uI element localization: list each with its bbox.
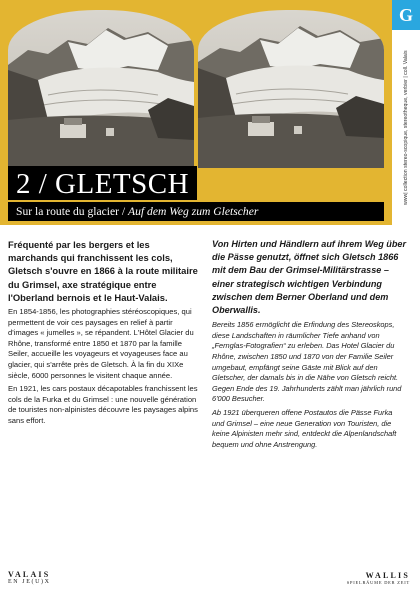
stereo-photo-right [198,10,384,168]
body-paragraph-fr-1: En 1854-1856, les photographies stéréoscopiques, qui permettent de voir ces paysages en relief à partir d'images « jumelles », se répandent. L'Hôtel Glacier du Rhône, transformé entre 1850 et 1870 par la famille Seiler, accueille les voyageurs et voyageuses face au glacier, qui s'arrête près de Gletsch. À la fin du XIXe siècle, 6000 personnes le visitent chaque année. [8,307,194,380]
stereoscopic-photo-band [0,0,392,225]
logo-wallis-line2: SPIELRÄUME DER ZEIT [346,580,410,585]
logo-valais-en-jeux [8,570,51,585]
column-french [8,238,200,430]
photo-credit-caption: www| collection stereo-scopique, stereotheque, verbier | coll. Valais [403,50,409,206]
logo-wallis-line1: WALLIS [365,571,410,580]
lead-paragraph-fr: Fréquenté par les bergers et les marchands qui franchissent les cols, Gletsch s'ouvre en 1866 à la route militaire du Grimsel, axe stratégique entre l'Oberland bernois et le Haut-Valais. [8,239,198,303]
subtitle [16,202,376,221]
logo-wallis-spielraeume [347,571,410,585]
body-paragraph-fr-2: En 1921, les cars postaux décapotables franchissent les cols de la Furka et du Grimsel : une nouvelle génération de touristes non-alpinistes découvre les paysages alpins sans effort. [8,384,198,425]
side-strip [392,0,420,225]
logo-valais-line2: EN JE(U)X [8,579,51,585]
stereo-photo-left [8,10,194,168]
subtitle-box [8,202,384,221]
body-paragraph-de-2: Ab 1921 überqueren offene Postautos die Pässe Furka und Grimsel – eine neue Generation von Touristen, die keine Alpinisten mehr sind, entdeckt die Alpenlandschaft bequem und ohne Anstrengung. [212,407,397,449]
body-paragraph-de-1: Bereits 1856 ermöglicht die Erfindung des Stereoskops, diese Landschaften in räumlicher Tiefe anhand von „Fernglas-Fotografien“ zu erleben. Das Hotel Glacier du Rhône, zwischen 1850 und 1870 von der Familie Seiler umgebaut, empfängt seine Gäste mit Blick auf den Gletscher, der damals bis in die Nähe von Gletsch reicht. Gegen Ende des 19. Jahrhunderts zählt man jährlich rund 6'000 Besucher. [212,320,402,404]
subtitle-fr: Sur la route du glacier / [16,205,129,218]
column-german [212,238,406,453]
logo-valais-line1: VALAIS [8,570,51,579]
page-title: 2 / GLETSCH [16,168,190,200]
title-box [8,166,197,200]
lead-paragraph-de: Von Hirten und Händlern auf ihrem Weg über die Pässe genutzt, öffnet sich Gletsch 1866 mit dem Bau der Grimsel-Militärstrasse – einer strategisch wichtigen Verbindung zwischen dem Berner Oberland und dem Oberwallis. [212,239,407,316]
section-badge: G [392,0,420,30]
subtitle-de: Auf dem Weg zum Gletscher [128,205,259,218]
